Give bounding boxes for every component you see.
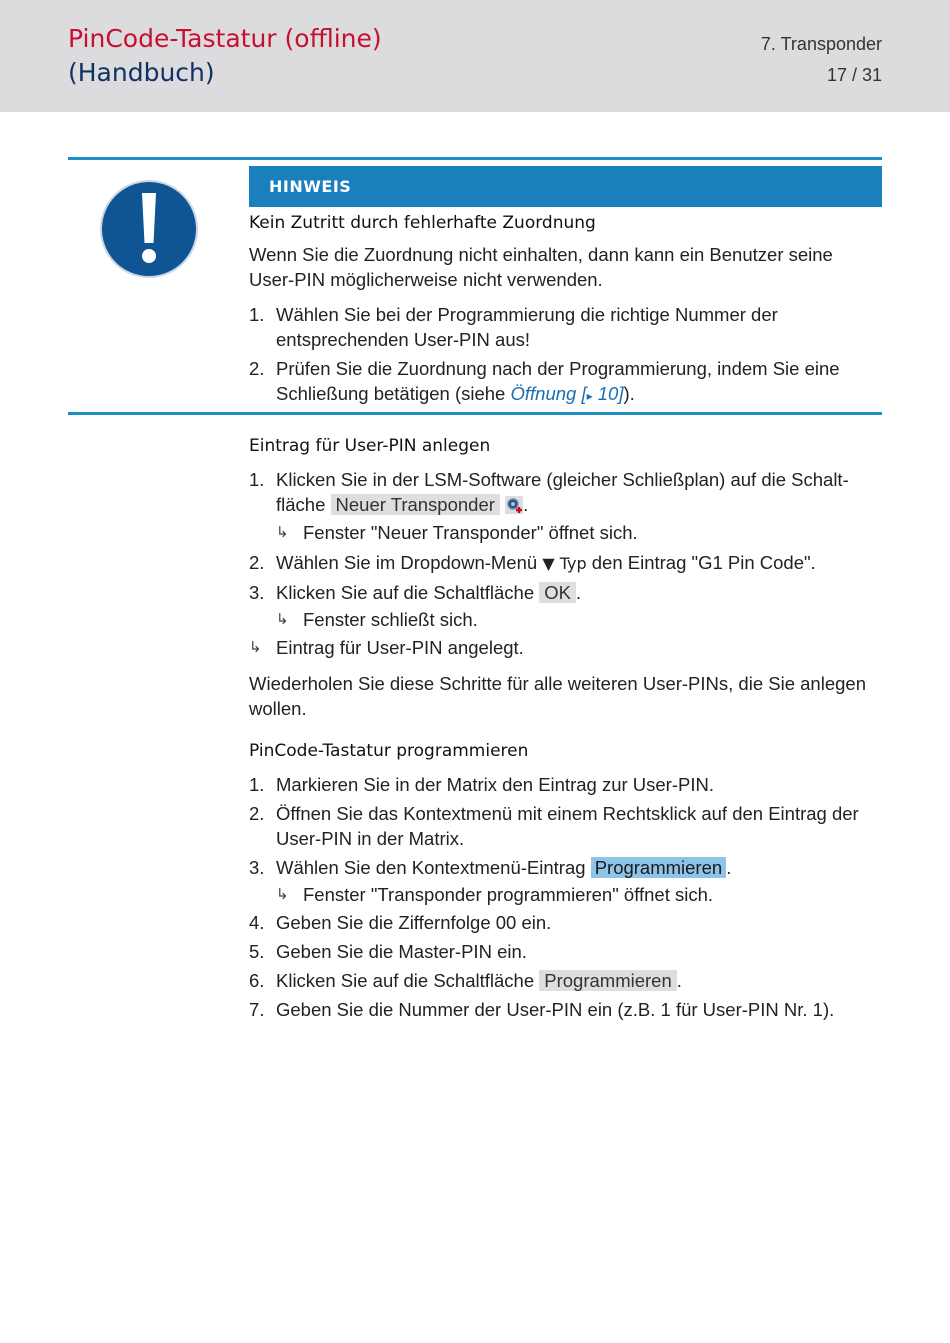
step-text: Geben Sie die Nummer der User-PIN ein (z.B. 1 für User-PIN Nr. 1). [276, 999, 835, 1020]
play-arrow-icon: ▸ [586, 389, 593, 403]
notice-body [249, 210, 882, 409]
step-text: Markieren Sie in der Matrix den Eintrag zur User-PIN. [276, 774, 714, 795]
notice-heading: Kein Zutritt durch fehlerhafte Zuordnung [249, 213, 596, 233]
step-text: entsprechenden User-PIN aus! [276, 329, 530, 350]
step-text: Wählen Sie bei der Programmierung die richtige Nummer der [276, 304, 778, 325]
section-create-entry [249, 433, 882, 721]
step-text: User-PIN in der Matrix. [276, 828, 465, 849]
step-text: Schließung betätigen (siehe [276, 383, 511, 404]
notice-paragraph [249, 242, 882, 292]
step-text: Wählen Sie den Kontextmenü-Eintrag [276, 857, 591, 878]
notice-paragraph-line2: User-PIN möglicherweise nicht verwenden. [249, 269, 603, 290]
step-number: 1. [249, 304, 265, 325]
step-text: Klicken Sie auf die Schaltfläche [276, 970, 540, 991]
section2-steps [249, 772, 882, 1022]
step-number: 3. [249, 582, 265, 603]
result-text: Eintrag für User-PIN angelegt. [276, 637, 524, 658]
page-number: 17 / 31 [826, 65, 882, 85]
step-number: 2. [249, 803, 265, 824]
step-number: 7. [249, 999, 265, 1020]
result-text: Fenster "Neuer Transponder" öffnet sich. [303, 522, 638, 543]
step-number: 1. [249, 469, 265, 490]
step-number: 3. [249, 857, 265, 878]
result-arrow-icon: ↳ [276, 611, 289, 628]
result-text: Fenster schließt sich. [303, 609, 478, 630]
section-heading: PinCode-Tastatur programmieren [249, 741, 529, 761]
cross-reference-page: 10] [592, 383, 624, 404]
section-heading: Eintrag für User-PIN anlegen [249, 436, 491, 456]
document-title [68, 22, 382, 90]
notice-paragraph-line1: Wenn Sie die Zuordnung nicht einhalten, dann kann ein Benutzer seine [249, 244, 833, 265]
document-title-line2: (Handbuch) [68, 58, 215, 87]
notice-label: HINWEIS [249, 166, 882, 207]
step-text: . [523, 494, 529, 515]
step-text: Öffnen Sie das Kontextmenü mit einem Rechtsklick auf den Eintrag der [276, 803, 859, 824]
page-header [0, 0, 950, 112]
step-text: Geben Sie die Master-PIN ein. [276, 941, 527, 962]
section-program-keypad [249, 738, 882, 1022]
type-dropdown-ref: ▼ Typ [542, 554, 587, 573]
repeat-paragraph [249, 671, 882, 721]
notice-top-rule [68, 157, 882, 160]
step-text: fläche [276, 494, 331, 515]
programmieren-button-ref: Programmieren [539, 970, 677, 991]
exclamation-icon [99, 179, 199, 279]
document-title-line1: PinCode-Tastatur (offline) [68, 24, 382, 53]
list-item [249, 467, 882, 546]
list-item [249, 801, 882, 851]
step-text: ). [623, 383, 635, 404]
list-item [249, 910, 882, 935]
result-arrow-icon: ↳ [276, 524, 289, 541]
new-transponder-button-ref: Neuer Transponder [331, 494, 500, 515]
step-result [276, 606, 882, 633]
step-number: 1. [249, 774, 265, 795]
step-text: Geben Sie die Ziffernfolge 00 ein. [276, 912, 552, 933]
cross-reference-label: Öffnung [ [510, 383, 587, 404]
step-text: Wählen Sie im Dropdown-Menü [276, 552, 543, 573]
list-item [249, 772, 882, 797]
step-text: . [726, 857, 732, 878]
result-text: Fenster "Transponder programmieren" öffnet sich. [303, 884, 714, 905]
list-item [249, 580, 882, 633]
step-number: 4. [249, 912, 265, 933]
notice-bottom-rule [68, 412, 882, 415]
step-text: Klicken Sie in der LSM-Software (gleicher Schließplan) auf die Schalt- [276, 469, 849, 490]
result-arrow-icon: ↳ [249, 639, 262, 656]
section1-steps [249, 467, 882, 633]
list-item [249, 997, 882, 1022]
list-item [249, 855, 882, 908]
step-number: 5. [249, 941, 265, 962]
programmieren-menu-ref: Programmieren [591, 857, 727, 878]
step-text: . [676, 970, 682, 991]
result-arrow-icon: ↳ [276, 886, 289, 903]
step-text: Prüfen Sie die Zuordnung nach der Programmierung, indem Sie eine [276, 358, 840, 379]
notice-steps [249, 302, 882, 409]
step-number: 2. [249, 552, 265, 573]
cross-reference-link[interactable] [510, 383, 623, 404]
list-item [249, 968, 882, 993]
list-item [249, 550, 882, 576]
step-text: . [576, 582, 582, 603]
ok-button-ref: OK [539, 582, 576, 603]
list-item [249, 356, 882, 409]
step-number: 2. [249, 358, 265, 379]
chapter-info [761, 29, 882, 91]
list-item [249, 302, 882, 352]
list-item [249, 939, 882, 964]
chapter-name: 7. Transponder [760, 34, 882, 54]
paragraph-line: Wiederholen Sie diese Schritte für alle weiteren User-PINs, die Sie anlegen [249, 673, 866, 694]
step-number: 6. [249, 970, 265, 991]
paragraph-line: wollen. [249, 698, 307, 719]
final-result [249, 634, 882, 661]
new-transponder-icon [505, 496, 523, 514]
step-result [276, 881, 882, 908]
step-result [276, 519, 882, 546]
step-text: den Eintrag "G1 Pin Code". [586, 552, 816, 573]
step-text: Klicken Sie auf die Schaltfläche [276, 582, 540, 603]
